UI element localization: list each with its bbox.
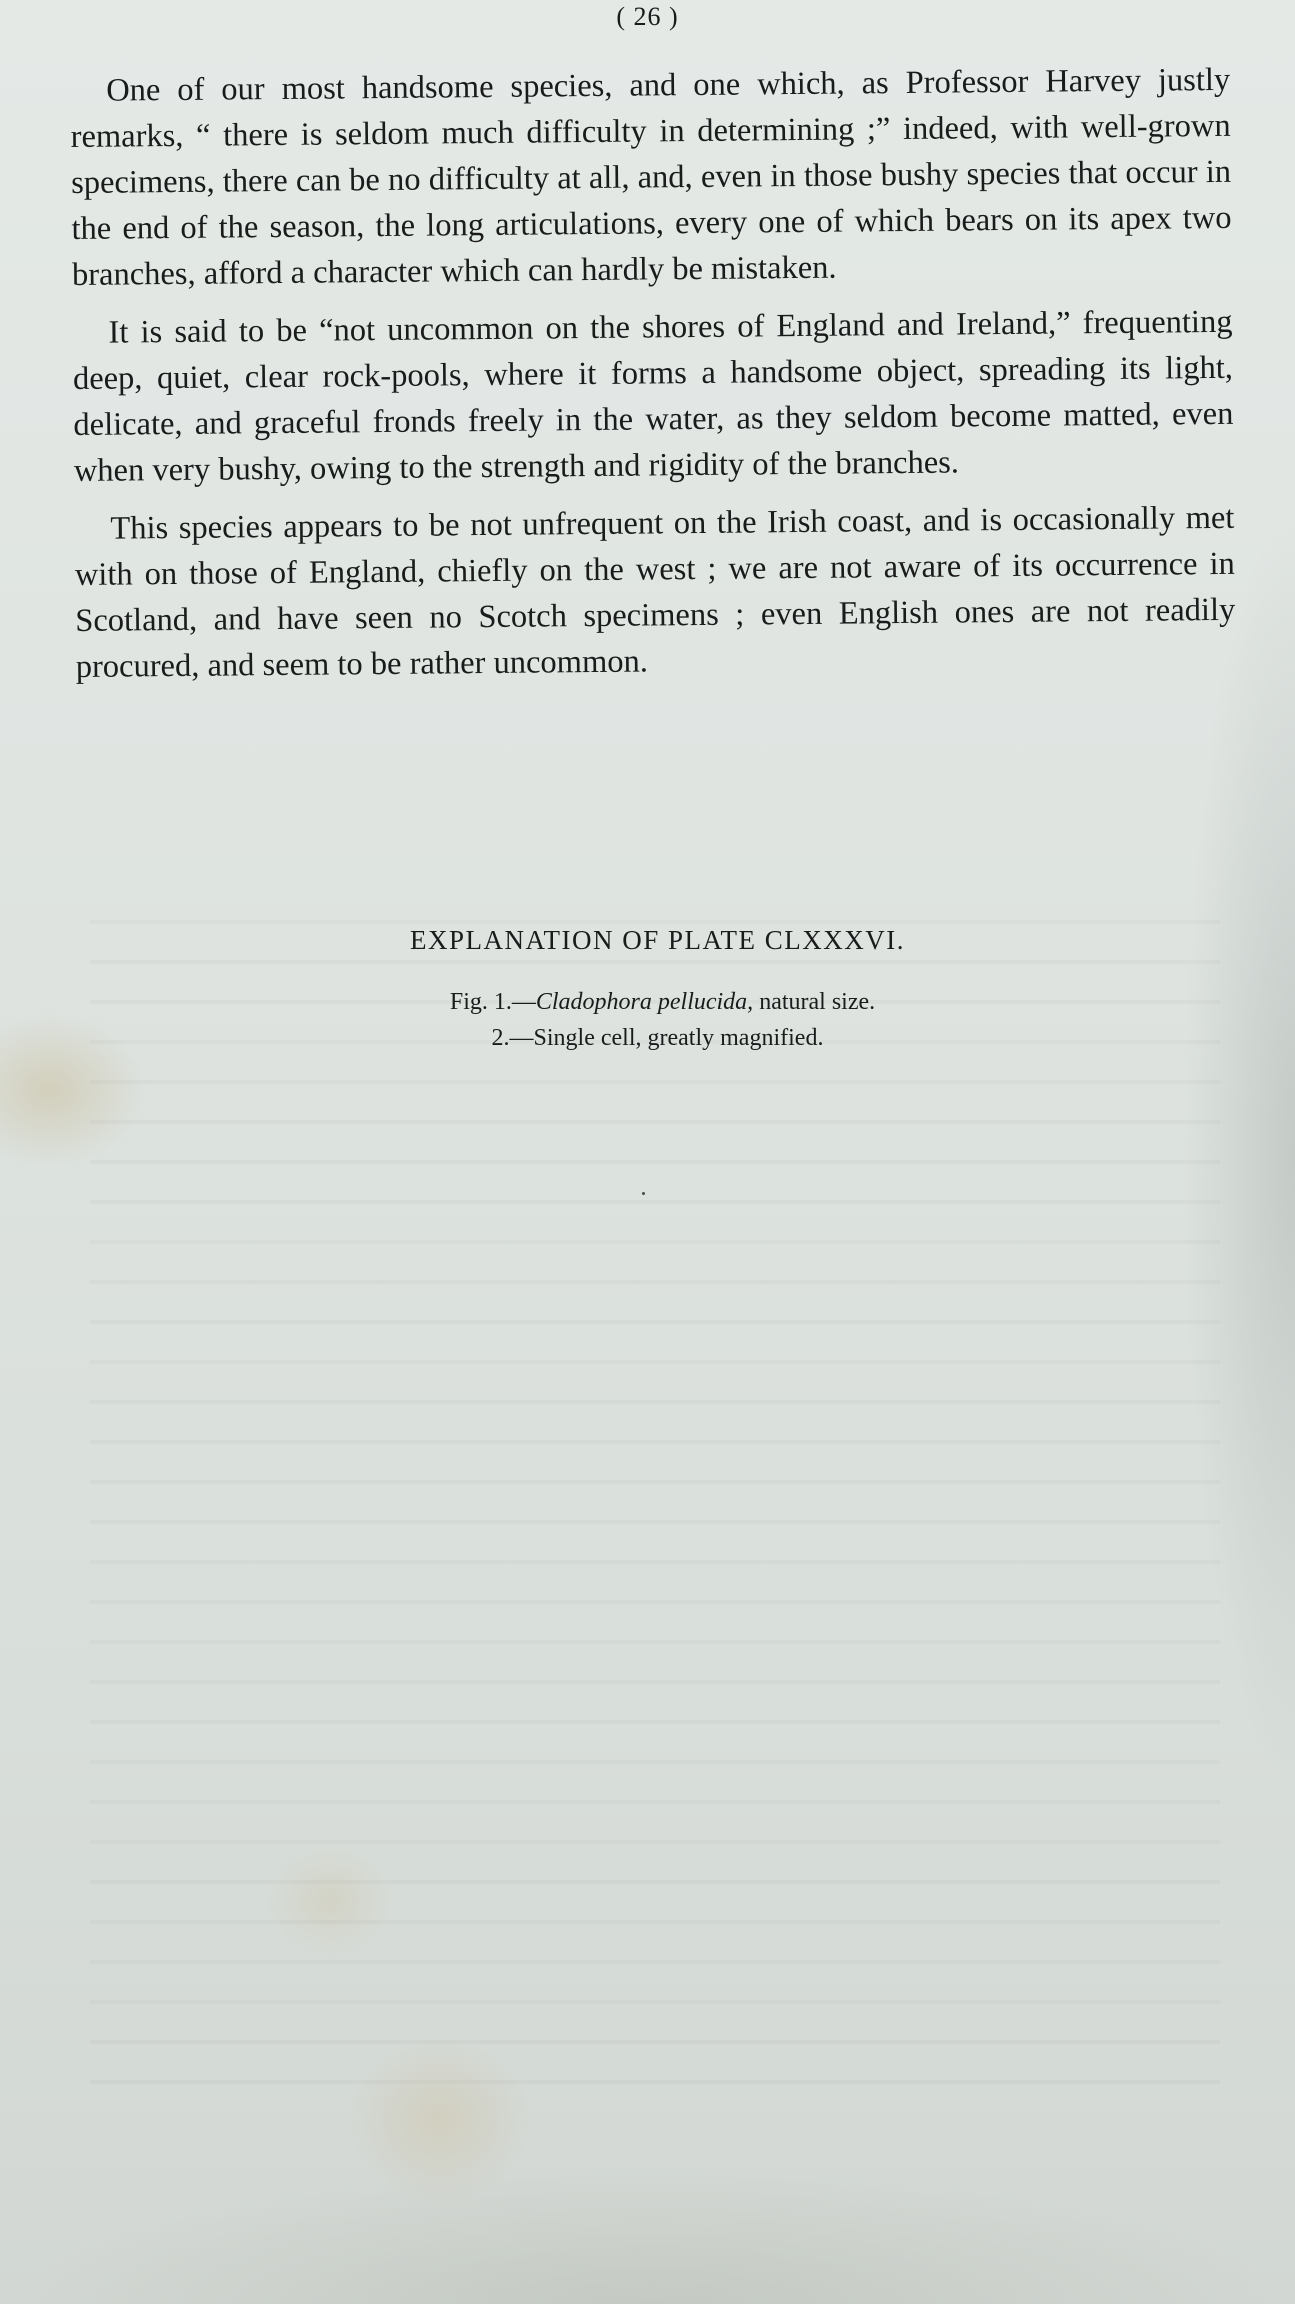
ink-speck	[642, 1192, 645, 1195]
page-number: ( 26 )	[616, 2, 679, 31]
plate-explanation	[0, 925, 1295, 1056]
figure-2-caption: 2.—Single cell, greatly magnified.	[491, 1025, 824, 1051]
paragraph-2: It is said to be “not uncommon on the shores of England and Ireland,” frequenting deep, quiet, clear rock-pools, where it forms a handsome object, spreading its light, delicate, and graceful fronds freely in the water, as they seldom become matted, even when very bushy, owing to the strength and rigidity of the branches.	[72, 303, 1234, 489]
figure-1-species: Cladophora pellucida,	[535, 989, 754, 1015]
paragraph-3: This species appears to be not unfrequent on the Irish coast, and is occasionally met with on those of England, chiefly on the west ; we are not aware of its occurrence in Scotland, and have seen no Scotch specimens ; even English ones are not readily procured, and seem to be rather uncommon.	[74, 499, 1236, 685]
show-through-text	[90, 920, 1220, 2100]
explanation-title: EXPLANATION OF PLATE CLXXXVI.	[410, 925, 905, 955]
paragraph-1: One of our most handsome species, and one which, as Professor Harvey justly remarks, “ there is seldom much difficulty in determining ;” indeed, with well-grown specimens, there can be no difficulty at all, and, even in those bushy species that occur in the end of the season, the long articulations, every one of which bears on its apex two branches, afford a character which can hardly be mistaken.	[70, 61, 1232, 293]
body-text	[70, 57, 1236, 702]
figure-1-suffix: natural size.	[753, 989, 876, 1015]
figure-1-caption	[0, 984, 1295, 1020]
figure-1-prefix: Fig. 1.—	[449, 989, 536, 1015]
